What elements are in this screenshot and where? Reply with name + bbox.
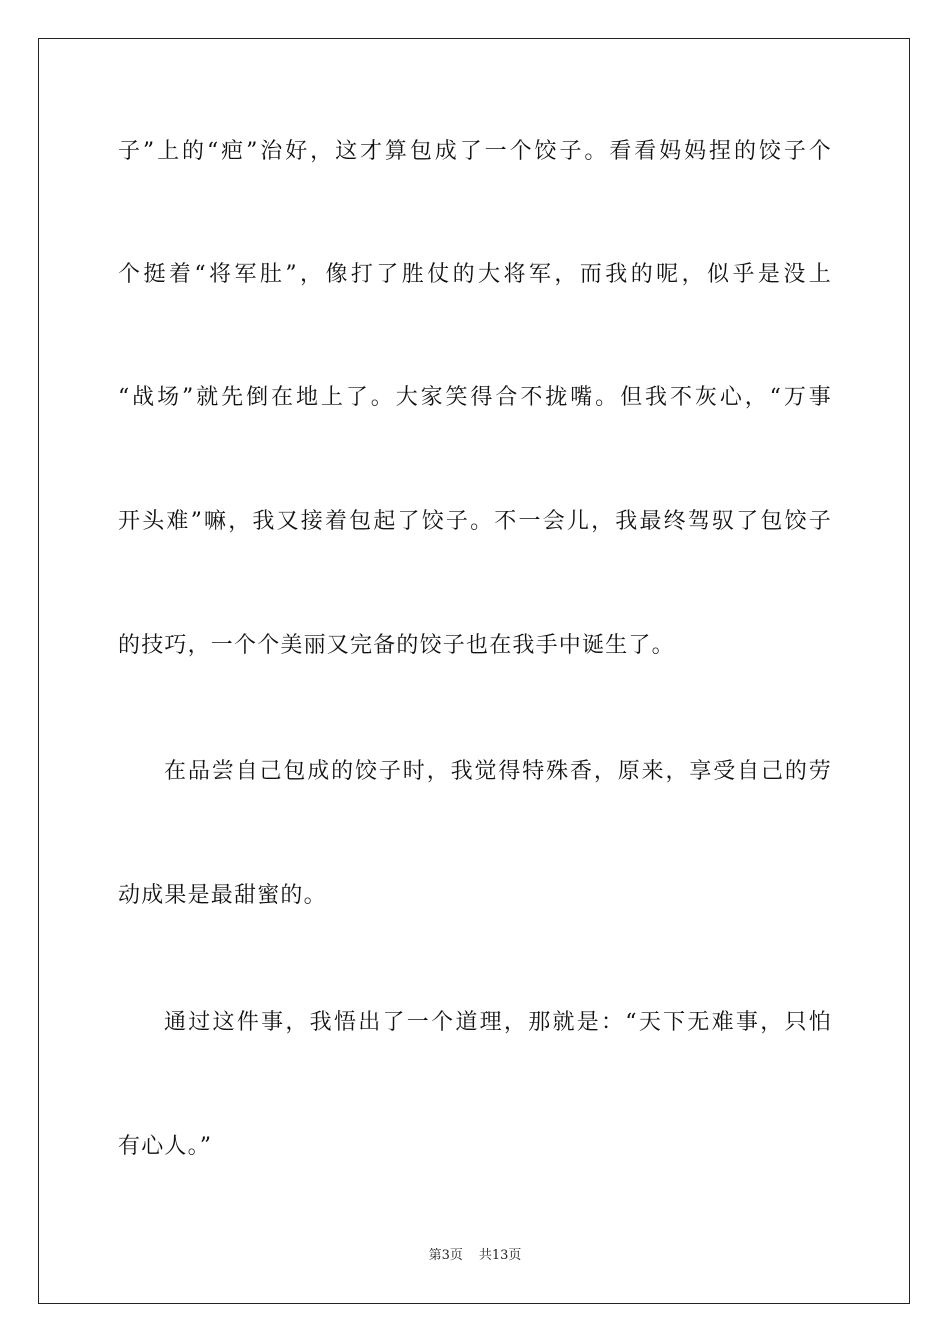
body-line-1: 子”上的“疤”治好，这才算包成了一个饺子。看看妈妈捏的饺子个 — [118, 139, 832, 164]
page-number: 第3页 — [428, 1248, 463, 1263]
body-line-4: 开头难”嘛，我又接着包起了饺子。不一会儿，我最终驾驭了包饺子 — [118, 509, 832, 534]
body-line-8: 通过这件事，我悟出了一个道理，那就是：“天下无难事，只怕 — [164, 1010, 832, 1035]
body-line-9: 有心人。” — [118, 1134, 213, 1159]
body-line-5: 的技巧，一个个美丽又完备的饺子也在我手中诞生了。 — [118, 633, 675, 658]
page-border — [38, 38, 910, 1304]
body-line-6: 在品尝自己包成的饺子时，我觉得特殊香，原来，享受自己的劳 — [164, 759, 832, 784]
body-line-2: 个挺着“将军肚”，像打了胜仗的大将军，而我的呢，似乎是没上 — [118, 262, 832, 287]
page-footer — [0, 1248, 950, 1264]
page-total: 共13页 — [478, 1248, 522, 1263]
body-line-7: 动成果是最甜蜜的。 — [118, 883, 327, 908]
body-line-3: “战场”就先倒在地上了。大家笑得合不拢嘴。但我不灰心，“万事 — [118, 385, 832, 410]
